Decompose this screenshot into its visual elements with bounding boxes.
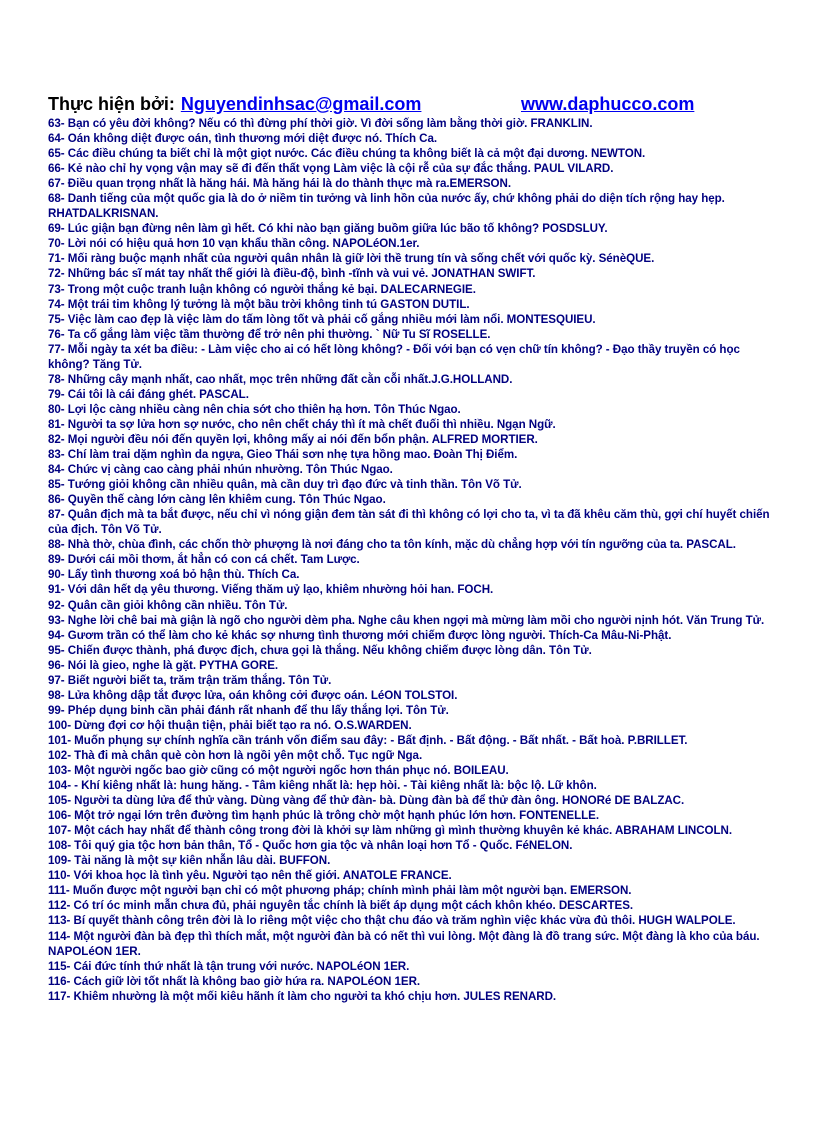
- quote-item: 94- Gươm trần có thể làm cho kẻ khác sợ nhưng tình thương mới chiếm được lòng người. Thích-Ca Mâu-Ni-Phật.: [48, 628, 672, 642]
- header-label: Thực hiện bởi:: [48, 94, 175, 114]
- quote-item: 114- Một người đàn bà đẹp thì thích mắt, một người đàn bà có nết thì vui lòng. Một đàng là đồ trang sức. Một đàng là kho của báu. NAPOLéON 1ER.: [48, 929, 760, 958]
- quote-item: 89- Dưới cái mồi thơm, ắt hẳn có con cá chết. Tam Lược.: [48, 553, 360, 567]
- quote-item: 75- Việc làm cao đẹp là việc làm do tấm lòng tốt và phải cố gắng nhiều mới làm nổi. MONTESQUIEU.: [48, 312, 596, 326]
- quote-item: 76- Ta cố gắng làm việc tầm thường để trở nên phi thường. ` Nữ Tu Sĩ ROSELLE.: [48, 327, 491, 341]
- quote-item: 105- Người ta dùng lửa để thử vàng. Dùng vàng để thử đàn- bà. Dùng đàn bà để thử đàn ông. HONORé DE BALZAC.: [48, 794, 685, 808]
- quote-item: 86- Quyền thế càng lớn càng lên khiêm cung. Tôn Thúc Ngao.: [48, 493, 386, 507]
- quote-list: [48, 116, 782, 1004]
- quote-item: 69- Lúc giận bạn đừng nên làm gì hết. Có khi nào bạn giăng buồm giữa lúc bão tố không? POSDSLUY.: [48, 222, 608, 236]
- quote-item: 102- Thà đi mà chân què còn hơn là ngồi yên một chỗ. Tục ngữ Nga.: [48, 748, 423, 762]
- quote-item: 98- Lửa không dập tắt được lửa, oán không cởi được oán. LéON TOLSTOI.: [48, 688, 458, 702]
- quote-item: 72- Những bác sĩ mát tay nhất thế giới là điều-độ, bình -tĩnh và vui vẻ. JONATHAN SWIFT.: [48, 267, 536, 281]
- quote-item: 92- Quân cần giỏi không cần nhiều. Tôn Tử.: [48, 598, 288, 612]
- page-header: [48, 92, 782, 116]
- quote-item: 108- Tôi quý gia tộc hơn bản thân, Tổ - Quốc hơn gia tộc và nhân loại hơn Tổ - Quốc. FéNELON.: [48, 839, 573, 853]
- quote-item: 65- Các điều chúng ta biết chỉ là một giọt nước. Các điều chúng ta không biết là cả một đại dương. NEWTON.: [48, 147, 646, 161]
- quote-item: 111- Muốn được một người bạn chỉ có một phương pháp; chính mình phải làm một người bạn. EMERSON.: [48, 884, 632, 898]
- document-page: [48, 92, 782, 1004]
- quote-item: 68- Danh tiếng của một quốc gia là do ở niềm tin tưởng và linh hồn của nước ấy, chứ không phải do diện tích rộng hay hẹp. RHATDALKRISNAN.: [48, 192, 725, 221]
- quote-item: 115- Cái đức tính thứ nhất là tận trung với nước. NAPOLéON 1ER.: [48, 959, 410, 973]
- quote-item: 66- Kẻ nào chỉ hy vọng vận may sẽ đi đến thất vọng Làm việc là cội rễ của sự đắc thắng. PAUL VILARD.: [48, 162, 614, 176]
- quote-item: 88- Nhà thờ, chùa đình, các chốn thờ phượng là nơi đáng cho ta tôn kính, mặc dù chẳng hợp với tín ngưỡng của ta. PASCAL.: [48, 538, 736, 552]
- quote-item: 106- Một trở ngại lớn trên đường tìm hạnh phúc là trông chờ một hạnh phúc lớn hơn. FONTENELLE.: [48, 809, 600, 823]
- quote-item: 96- Nói là gieo, nghe là gặt. PYTHA GORE.: [48, 658, 279, 672]
- quote-item: 107- Một cách hay nhất để thành công trong đời là khởi sự làm những gì mình thường khuyên kẻ khác. ABRAHAM LINCOLN.: [48, 824, 733, 838]
- quote-item: 117- Khiêm nhường là một mối kiêu hãnh ít làm cho người ta khó chịu hơn. JULES RENARD.: [48, 989, 557, 1003]
- quote-item: 112- Có trí óc minh mẫn chưa đủ, phải nguyên tắc chính là biết áp dụng một cách khôn khéo. DESCARTES.: [48, 899, 634, 913]
- quote-item: 85- Tướng giỏi không cần nhiều quân, mà cần duy trì đạo đức và tinh thần. Tôn Võ Tử.: [48, 478, 522, 492]
- quote-item: 77- Mỗi ngày ta xét ba điều: - Làm việc cho ai có hết lòng không? - Đối với bạn có vẹn chữ tín không? - Đạo thầy truyền có học không? Tăng Tử.: [48, 342, 740, 371]
- quote-item: 95- Chiến được thành, phá được địch, chưa gọi là thắng. Nếu không chiếm được lòng dân. Tôn Tử.: [48, 643, 592, 657]
- author-email-link[interactable]: Nguyendinhsac@gmail.com: [180, 94, 422, 114]
- quote-item: 90- Lấy tình thương xoá bỏ hận thù. Thích Ca.: [48, 568, 300, 582]
- quote-item: 83- Chí làm trai dặm nghìn da ngựa, Gieo Thái sơn nhẹ tựa hồng mao. Đoàn Thị Điểm.: [48, 448, 518, 462]
- quote-item: 84- Chức vị càng cao càng phải nhún nhường. Tôn Thúc Ngao.: [48, 463, 393, 477]
- quote-item: 110- Với khoa học là tình yêu. Người tạo nên thế giới. ANATOLE FRANCE.: [48, 869, 452, 883]
- quote-item: 100- Dừng đợi cơ hội thuận tiện, phải biết tạo ra nó. O.S.WARDEN.: [48, 718, 412, 732]
- quote-item: 91- Với dân hết dạ yêu thương. Viếng thăm uỷ lạo, khiêm nhường hỏi han. FOCH.: [48, 583, 494, 597]
- quote-item: 99- Phép dụng binh cần phải đánh rất nhanh để thu lấy thắng lợi. Tôn Tử.: [48, 703, 449, 717]
- quote-item: 113- Bí quyết thành công trên đời là lo riêng một việc cho thật chu đáo và trăm nghìn việc khác vừa đủ thôi. HUGH WALPOLE.: [48, 914, 736, 928]
- quote-item: 87- Quân địch mà ta bắt được, nếu chỉ vì nóng giận đem tàn sát đi thì không có lợi cho ta, vì ta đã khêu căm thù, gợi chí huyết chiến của địch. Tôn Võ Tử.: [48, 508, 770, 537]
- quote-item: 64- Oán không diệt được oán, tình thương mới diệt được nó. Thích Ca.: [48, 132, 438, 146]
- quote-item: 71- Mối ràng buộc mạnh nhất của người quân nhân là giữ lời thề trung tín và sống chết với quốc kỳ. SénèQUE.: [48, 252, 655, 266]
- quote-item: 79- Cái tôi là cái đáng ghét. PASCAL.: [48, 387, 249, 401]
- quote-item: 67- Điều quan trọng nhất là hăng hái. Mà hăng hái là do thành thực mà ra.EMERSON.: [48, 177, 511, 191]
- quote-item: 93- Nghe lời chê bai mà giận là ngõ cho người dèm pha. Nghe câu khen ngợi mà mừng làm mồi cho người nịnh hót. Văn Trung Tử.: [48, 613, 765, 627]
- quote-item: 81- Người ta sợ lửa hơn sợ nước, cho nên chết cháy thì ít mà chết đuối thì nhiều. Ngạn Ngữ.: [48, 417, 556, 431]
- quote-item: 109- Tài năng là một sự kiên nhẫn lâu dài. BUFFON.: [48, 854, 331, 868]
- quote-item: 97- Biết người biết ta, trăm trận trăm thắng. Tôn Tử.: [48, 673, 332, 687]
- quote-item: 73- Trong một cuộc tranh luận không có người thắng kẻ bại. DALECARNEGIE.: [48, 282, 476, 296]
- quote-item: 78- Những cây mạnh nhất, cao nhất, mọc trên những đất cằn cỗi nhất.J.G.HOLLAND.: [48, 372, 513, 386]
- quote-item: 116- Cách giữ lời tốt nhất là không bao giờ hứa ra. NAPOLéON 1ER.: [48, 974, 421, 988]
- quote-item: 63- Bạn có yêu đời không? Nếu có thì đừng phí thời giờ. Vì đời sống làm bằng thời giờ. FRANKLIN.: [48, 117, 593, 130]
- quote-item: 74- Một trái tim không lý tưởng là một bầu trời không tinh tú GASTON DUTIL.: [48, 297, 470, 311]
- quote-item: 103- Một người ngốc bao giờ cũng có một người ngốc hơn thán phục nó. BOILEAU.: [48, 764, 509, 778]
- quote-item: 101- Muốn phụng sự chính nghĩa cần tránh vốn điểm sau đây: - Bất định. - Bất động. - Bất nhất. - Bất hoà. P.BRILLET.: [48, 733, 688, 747]
- quote-item: 80- Lợi lộc càng nhiều càng nên chia sớt cho thiên hạ hơn. Tôn Thúc Ngao.: [48, 402, 461, 416]
- quote-item: 82- Mọi người đều nói đến quyền lợi, không mấy ai nói đến bổn phận. ALFRED MORTIER.: [48, 432, 538, 446]
- quote-item: 104- - Khí kiêng nhất là: hung hăng. - Tâm kiêng nhất là: hẹp hòi. - Tài kiêng nhất là: bộc lộ. Lữ khôn.: [48, 779, 597, 793]
- quote-item: 70- Lời nói có hiệu quả hơn 10 vạn khẩu thần công. NAPOLéON.1er.: [48, 237, 420, 251]
- website-link[interactable]: www.daphucco.com: [521, 94, 695, 114]
